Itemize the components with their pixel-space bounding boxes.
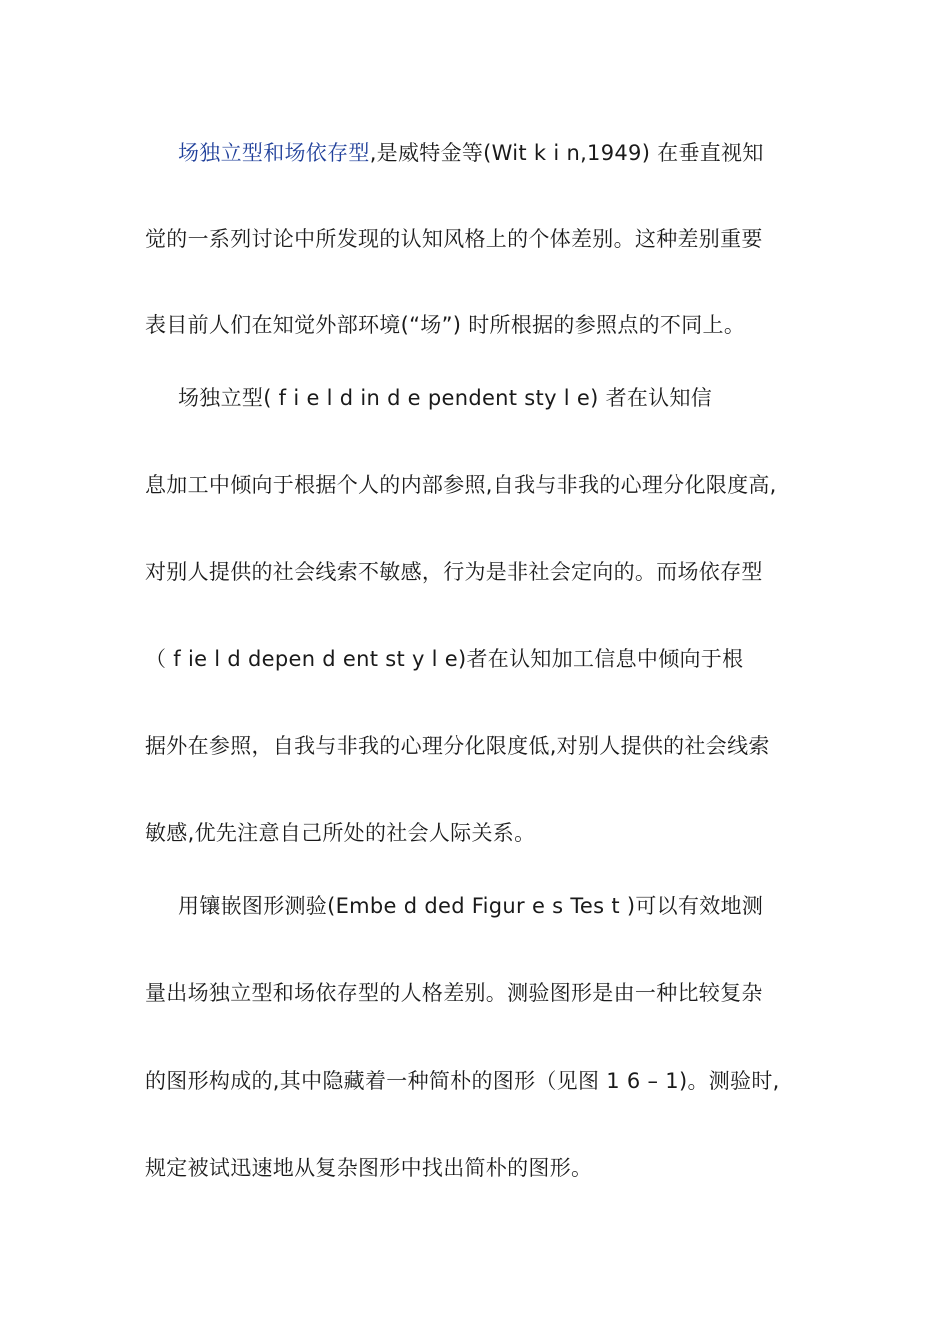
paragraph-3-line-2: 量出场独立型和场依存型的人格差别。测验图形是由一种比较复杂 — [145, 981, 763, 1005]
paragraph-2-line-1: 场独立型( f i e l d in d e pendent sty l e) 者在认知信 — [178, 386, 713, 410]
paragraph-1-line-3: 表目前人们在知觉外部环境(“场”) 时所根据的参照点的不同上。 — [145, 313, 746, 337]
paragraph-2-line-3: 对别人提供的社会线索不敏感，行为是非社会定向的。而场依存型 — [145, 560, 763, 584]
paragraph-2-line-2: 息加工中倾向于根据个人的内部参照,自我与非我的心理分化限度高, — [145, 473, 777, 497]
paragraph-3-line-4: 规定被试迅速地从复杂图形中找出简朴的图形。 — [145, 1156, 593, 1180]
paragraph-2-line-5: 据外在参照，自我与非我的心理分化限度低,对别人提供的社会线索 — [145, 734, 770, 758]
paragraph-3-line-1: 用镶嵌图形测验(Embe d ded Figur e s Tes t )可以有效地测 — [178, 894, 764, 918]
paragraph-1-line-2: 觉的一系列讨论中所发现的认知风格上的个体差别。这种差别重要 — [145, 227, 763, 251]
paragraph-2-line-4: （ f ie l d depen d ent st y l e)者在认知加工信息中倾向于根 — [145, 647, 744, 671]
paragraph-2-line-6: 敏感,优先注意自己所处的社会人际关系。 — [145, 821, 536, 845]
term-link[interactable]: 场独立型和场依存型 — [178, 141, 370, 165]
paragraph-3-line-3: 的图形构成的,其中隐藏着一种简朴的图形（见图 1 6 – 1)。测验时, — [145, 1069, 780, 1093]
paragraph-1-line-1 — [178, 138, 810, 168]
text-span: ,是威特金等(Wit k i n,1949) 在垂直视知 — [369, 141, 764, 165]
